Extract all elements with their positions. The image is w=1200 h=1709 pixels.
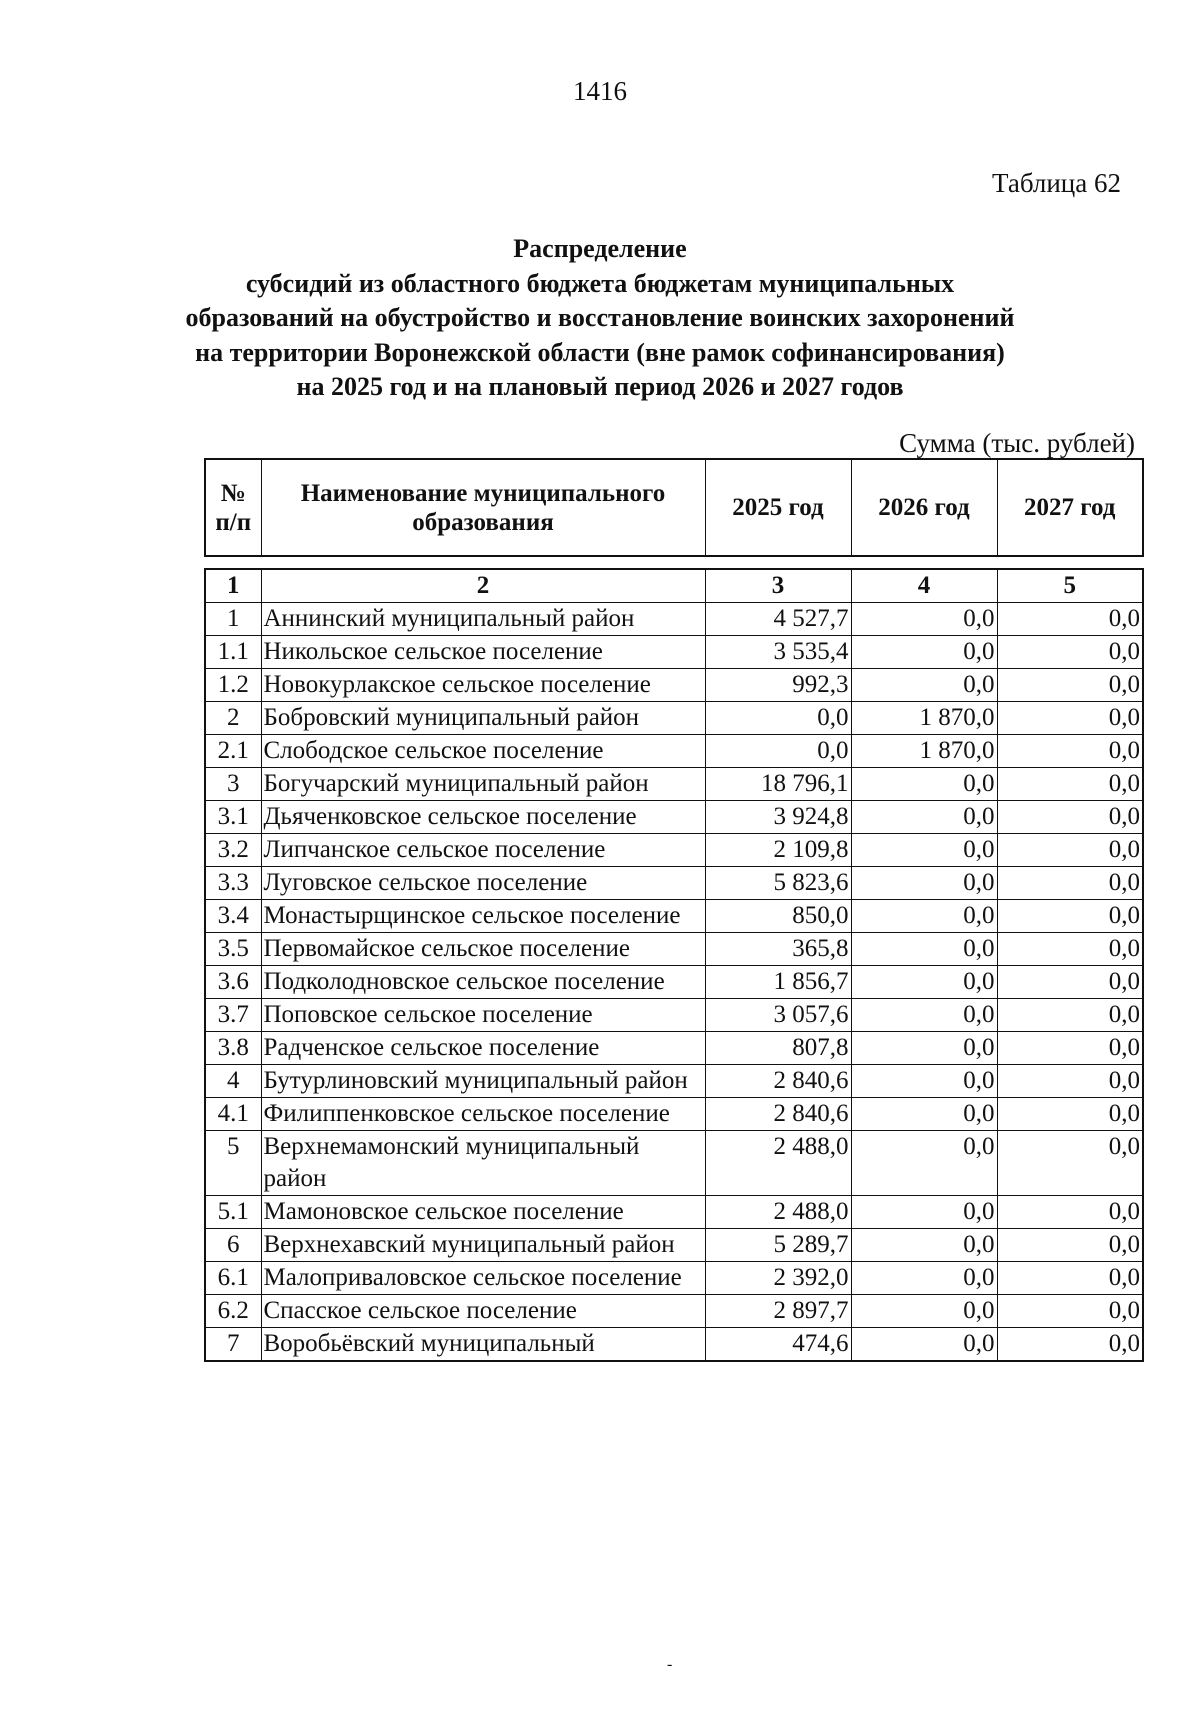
cell-2025: 1 856,7 <box>705 966 851 999</box>
cell-no: 6.1 <box>205 1262 261 1295</box>
cell-2026: 1 870,0 <box>851 702 997 735</box>
table-row <box>205 636 1143 669</box>
cell-no: 2.1 <box>205 735 261 768</box>
cell-2026: 0,0 <box>851 768 997 801</box>
units-label: Сумма (тыс. рублей) <box>899 428 1135 458</box>
table-row <box>205 669 1143 702</box>
cell-2026: 0,0 <box>851 636 997 669</box>
cell-2027: 0,0 <box>997 966 1143 999</box>
header-2025: 2025 год <box>705 459 851 556</box>
cell-2027: 0,0 <box>997 867 1143 900</box>
cell-2026: 0,0 <box>851 1065 997 1098</box>
cell-no: 3.1 <box>205 801 261 834</box>
cell-2026: 0,0 <box>851 669 997 702</box>
cell-2026: 0,0 <box>851 867 997 900</box>
cell-2025: 4 527,7 <box>705 603 851 636</box>
cell-2026: 0,0 <box>851 900 997 933</box>
cell-2026: 0,0 <box>851 1229 997 1262</box>
document-title <box>150 232 1050 405</box>
cell-name: Луговское сельское поселение <box>261 867 705 900</box>
cell-2025: 992,3 <box>705 669 851 702</box>
cell-no: 4.1 <box>205 1098 261 1131</box>
cell-no: 4 <box>205 1065 261 1098</box>
cell-2026: 0,0 <box>851 834 997 867</box>
cell-2026: 0,0 <box>851 999 997 1032</box>
cell-no: 2 <box>205 702 261 735</box>
cell-name: Верхнехавский муниципальный район <box>261 1229 705 1262</box>
cell-2027: 0,0 <box>997 636 1143 669</box>
cell-name: Подколодновское сельское поселение <box>261 966 705 999</box>
table-row <box>205 867 1143 900</box>
cell-2025: 2 840,6 <box>705 1098 851 1131</box>
cell-2027: 0,0 <box>997 1032 1143 1065</box>
cell-2025: 365,8 <box>705 933 851 966</box>
cell-no: 7 <box>205 1328 261 1362</box>
cell-2027: 0,0 <box>997 1262 1143 1295</box>
cell-2027: 0,0 <box>997 1295 1143 1328</box>
cell-2027: 0,0 <box>997 834 1143 867</box>
cell-no: 3.8 <box>205 1032 261 1065</box>
cell-2027: 0,0 <box>997 603 1143 636</box>
cell-no: 3 <box>205 768 261 801</box>
cell-name: Поповское сельское поселение <box>261 999 705 1032</box>
cell-2025: 850,0 <box>705 900 851 933</box>
cell-2027: 0,0 <box>997 933 1143 966</box>
cell-name: Первомайское сельское поселение <box>261 933 705 966</box>
cell-2027: 0,0 <box>997 702 1143 735</box>
cell-2025: 0,0 <box>705 702 851 735</box>
cell-2027: 0,0 <box>997 669 1143 702</box>
cell-name: Мамоновское сельское поселение <box>261 1196 705 1229</box>
cell-no: 3.3 <box>205 867 261 900</box>
title-line: образований на обустройство и восстановление воинских захоронений <box>185 303 1015 332</box>
cell-2026: 0,0 <box>851 1032 997 1065</box>
cell-no: 1.1 <box>205 636 261 669</box>
cell-name: Бутурлиновский муниципальный район <box>261 1065 705 1098</box>
cell-2026: 0,0 <box>851 801 997 834</box>
cell-2026: 0,0 <box>851 603 997 636</box>
cell-2026: 0,0 <box>851 1328 997 1362</box>
cell-2025: 2 897,7 <box>705 1295 851 1328</box>
table-row <box>205 1131 1143 1196</box>
data-table <box>204 568 1144 1362</box>
table-row <box>205 1295 1143 1328</box>
cell-name: Воробьёвский муниципальный <box>261 1328 705 1362</box>
page-number: 1416 <box>573 76 627 106</box>
header-no: № п/п <box>205 459 261 556</box>
table-row <box>205 603 1143 636</box>
table-row <box>205 768 1143 801</box>
cell-no: 3.7 <box>205 999 261 1032</box>
cell-2026: 0,0 <box>851 1295 997 1328</box>
cell-name: Никольское сельское поселение <box>261 636 705 669</box>
cell-name: Аннинский муниципальный район <box>261 603 705 636</box>
cell-name: Малоприваловское сельское поселение <box>261 1262 705 1295</box>
cell-no: 3.6 <box>205 966 261 999</box>
column-number: 2 <box>261 569 705 603</box>
title-line: Распределение <box>513 234 687 263</box>
cell-2027: 0,0 <box>997 1196 1143 1229</box>
title-line: субсидий из областного бюджета бюджетам муниципальных <box>245 268 955 298</box>
cell-2026: 1 870,0 <box>851 735 997 768</box>
cell-2027: 0,0 <box>997 801 1143 834</box>
table-row <box>205 1229 1143 1262</box>
cell-2027: 0,0 <box>997 1098 1143 1131</box>
cell-2027: 0,0 <box>997 768 1143 801</box>
cell-name: Монастырщинское сельское поселение <box>261 900 705 933</box>
header-2027: 2027 год <box>997 459 1143 556</box>
cell-2027: 0,0 <box>997 999 1143 1032</box>
cell-no: 5.1 <box>205 1196 261 1229</box>
cell-2025: 3 924,8 <box>705 801 851 834</box>
column-numbers-row <box>205 569 1143 603</box>
cell-2025: 2 488,0 <box>705 1131 851 1196</box>
cell-2025: 807,8 <box>705 1032 851 1065</box>
table-row <box>205 735 1143 768</box>
cell-no: 1 <box>205 603 261 636</box>
cell-2026: 0,0 <box>851 1196 997 1229</box>
cell-2025: 2 840,6 <box>705 1065 851 1098</box>
cell-2026: 0,0 <box>851 933 997 966</box>
table-row <box>205 999 1143 1032</box>
column-number: 4 <box>851 569 997 603</box>
cell-2027: 0,0 <box>997 735 1143 768</box>
table-row <box>205 1328 1143 1362</box>
cell-name: Спасское сельское поселение <box>261 1295 705 1328</box>
footer-mark: - <box>667 1656 673 1673</box>
cell-no: 3.5 <box>205 933 261 966</box>
cell-2027: 0,0 <box>997 1065 1143 1098</box>
header-name: Наименование муниципального образования <box>261 459 705 556</box>
cell-2025: 3 057,6 <box>705 999 851 1032</box>
table-row <box>205 834 1143 867</box>
cell-2025: 5 823,6 <box>705 867 851 900</box>
cell-2026: 0,0 <box>851 1131 997 1196</box>
column-number: 5 <box>997 569 1143 603</box>
cell-no: 6.2 <box>205 1295 261 1328</box>
cell-2026: 0,0 <box>851 1262 997 1295</box>
cell-2025: 3 535,4 <box>705 636 851 669</box>
table-row <box>205 1196 1143 1229</box>
cell-2025: 2 392,0 <box>705 1262 851 1295</box>
cell-name: Липчанское сельское поселение <box>261 834 705 867</box>
cell-2027: 0,0 <box>997 1328 1143 1362</box>
header-2026: 2026 год <box>851 459 997 556</box>
title-line: на 2025 год и на плановый период 2026 и 2027 годов <box>296 372 904 401</box>
table-row <box>205 1032 1143 1065</box>
cell-2025: 2 488,0 <box>705 1196 851 1229</box>
table-label: Таблица 62 <box>992 168 1121 198</box>
cell-2027: 0,0 <box>997 1229 1143 1262</box>
cell-name: Богучарский муниципальный район <box>261 768 705 801</box>
table-row <box>205 801 1143 834</box>
cell-no: 6 <box>205 1229 261 1262</box>
cell-2026: 0,0 <box>851 1098 997 1131</box>
cell-name: Радченское сельское поселение <box>261 1032 705 1065</box>
table-row <box>205 1098 1143 1131</box>
cell-name: Филиппенковское сельское поселение <box>261 1098 705 1131</box>
cell-name: Верхнемамонский муниципальный район <box>261 1131 705 1196</box>
cell-name: Бобровский муниципальный район <box>261 702 705 735</box>
cell-no: 3.2 <box>205 834 261 867</box>
table-row <box>205 966 1143 999</box>
column-number: 3 <box>705 569 851 603</box>
cell-no: 1.2 <box>205 669 261 702</box>
cell-no: 3.4 <box>205 900 261 933</box>
cell-2025: 0,0 <box>705 735 851 768</box>
cell-2025: 2 109,8 <box>705 834 851 867</box>
cell-2025: 18 796,1 <box>705 768 851 801</box>
table-row <box>205 702 1143 735</box>
cell-name: Дьяченковское сельское поселение <box>261 801 705 834</box>
cell-no: 5 <box>205 1131 261 1196</box>
cell-name: Слободское сельское поселение <box>261 735 705 768</box>
cell-2025: 474,6 <box>705 1328 851 1362</box>
cell-2026: 0,0 <box>851 966 997 999</box>
column-number: 1 <box>205 569 261 603</box>
cell-2027: 0,0 <box>997 900 1143 933</box>
table-header <box>204 458 1144 557</box>
table-row <box>205 1262 1143 1295</box>
table-row <box>205 900 1143 933</box>
cell-2027: 0,0 <box>997 1131 1143 1196</box>
cell-name: Новокурлакское сельское поселение <box>261 669 705 702</box>
cell-2025: 5 289,7 <box>705 1229 851 1262</box>
table-row <box>205 1065 1143 1098</box>
title-line: на территории Воронежской области (вне рамок софинансирования) <box>195 337 1005 367</box>
table-row <box>205 933 1143 966</box>
